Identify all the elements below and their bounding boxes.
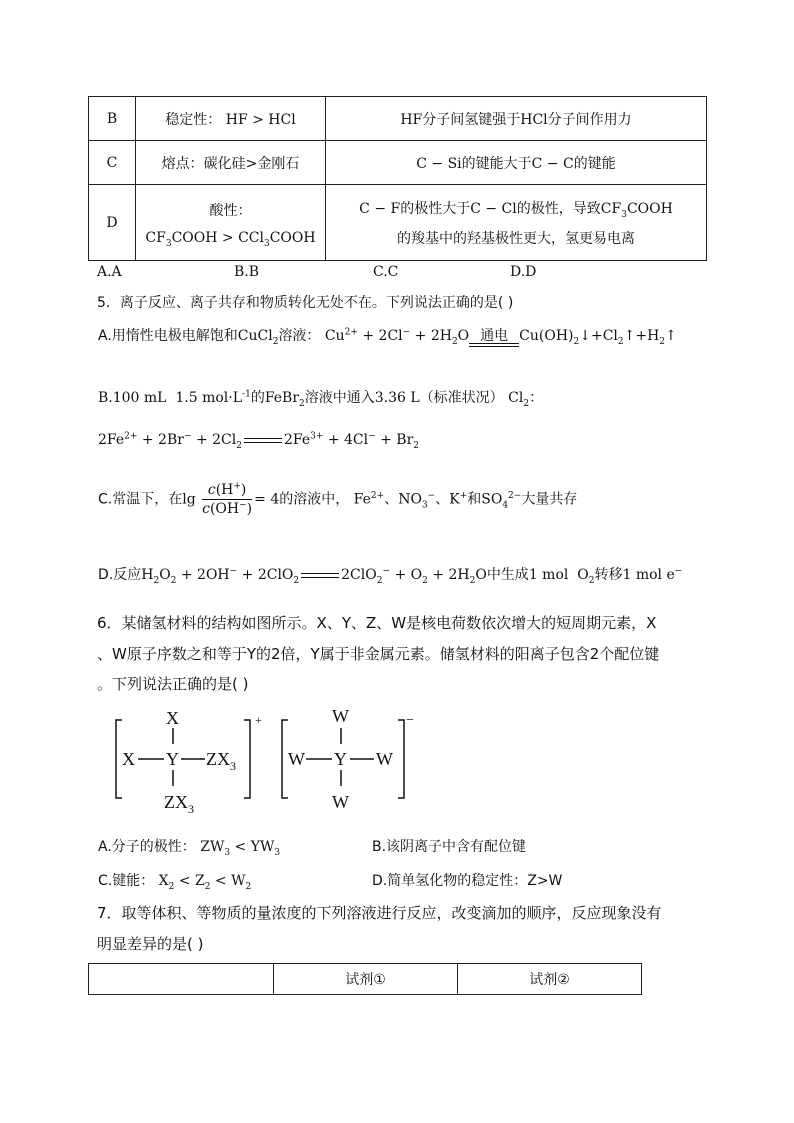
anion-center-atom: Y [334, 749, 347, 769]
structure-diagram [100, 700, 430, 820]
cation-right-bracket [244, 720, 250, 798]
electrolysis-condition: 通电 [469, 325, 519, 347]
q6-option-d: D.简单氢化物的稳定性：Z>W [372, 873, 563, 889]
q6-option-c: C.键能： $X_2 < Z_2 < W_2$ [98, 873, 252, 892]
q4-option-d: D.D [510, 264, 537, 280]
anion-right-bracket [398, 720, 404, 798]
q7-stem-line-1: 7．取等体积、等物质的量浓度的下列溶液进行反应，改变滴加的顺序，反应现象没有 [97, 904, 662, 922]
table-row [89, 97, 707, 141]
cation-center-atom: Y [166, 749, 179, 769]
q6-option-a: A.分子的极性： $ZW_3 < YW_3$ [98, 839, 281, 858]
q7-stem-line-2: 明显差异的是( ) [97, 935, 204, 953]
anion-top-atom: W [332, 706, 349, 726]
cation-right-group: $ZX_3$ [206, 749, 236, 773]
header-reagent-2: 试剂② [458, 964, 642, 995]
cation-bottom-group: $ZX_3$ [164, 792, 194, 816]
row-label: B [89, 97, 136, 141]
property-line-2: $CF_3COOH$ > CCl$_3$COOH [145, 229, 316, 249]
q4-option-a: A.A [97, 264, 122, 280]
cation-left-atom: X [122, 749, 135, 769]
q5-option-b-equation: $2Fe^{2+} + 2Br^- + 2Cl_2$ $2Fe^{3+} + 4Cl^- + Br_2$ [98, 431, 420, 451]
q4-option-b: B.B [234, 264, 260, 280]
q6-stem-line-1: 6．某储氢材料的结构如图所示。X、Y、Z、W是核电荷数依次增大的短周期元素，X [97, 614, 657, 632]
property-cell: 熔点：碳化硅>金刚石 [136, 141, 326, 185]
q6-stem-line-2: 、W原子序数之和等于Y的2倍，Y属于非金属元素。储氢材料的阳离子包含2个配位键 [97, 645, 660, 663]
explanation-cell: C − Si的键能大于C − C的键能 [326, 141, 707, 185]
concentration-ratio: $\frac{c(H^+)}{c(OH^-)}$ [202, 481, 253, 517]
q6-stem-line-3: 。下列说法正确的是( ) [97, 675, 249, 693]
explanation-cell [326, 185, 707, 261]
question-4-table [88, 96, 707, 261]
explanation-cell: HF分子间氢键强于HCl分子间作用力 [326, 97, 707, 141]
q5-option-a: A.用惰性电极电解饱和CuCl$_2$溶液： $Cu^{2+} + 2Cl^- + 2H_2O$ 通电 $Cu(OH)_2↓+Cl_2↑+H_2↑$ [98, 325, 677, 347]
anion-charge: − [406, 713, 414, 728]
explanation-line-2: 的羧基中的羟基极性更大，氢更易电离 [397, 230, 635, 247]
table-header-row [89, 964, 642, 995]
property-line-1: 酸性： [209, 202, 252, 219]
cation-top-atom: X [166, 708, 179, 728]
table-row [89, 185, 707, 261]
header-reagent-1: 试剂① [274, 964, 458, 995]
q4-option-c: C.C [373, 264, 399, 280]
cation-charge: + [255, 713, 262, 727]
anion-bottom-atom: W [332, 792, 349, 812]
anion-left-atom: W [288, 749, 305, 769]
anion-right-atom: W [376, 749, 393, 769]
q6-option-b: B.该阴离子中含有配位键 [372, 839, 527, 855]
table-row [89, 141, 707, 185]
question-7-table [88, 963, 642, 995]
header-cell-empty [89, 964, 274, 995]
explanation-line-1: C − F的极性大于C − Cl的极性，导致$CF_3COOH$ [359, 200, 673, 220]
q5-stem: 5．离子反应、离子共存和物质转化无处不在。下列说法正确的是( ) [97, 295, 514, 311]
row-label: C [89, 141, 136, 185]
q5-option-c: C.常温下，在lg $\frac{c(H^+)}{c(OH^-)}$ = 4的溶液中， $Fe^{2+}$、$NO_3^-$、K+和$SO_4^{2-}$大量共存 [98, 481, 578, 517]
property-cell: 稳定性： HF > HCl [136, 97, 326, 141]
q5-option-d: D.反应$H_2O_2 + 2OH^- + 2ClO_2$ $2ClO_2^- + O_2 + 2H_2O$中生成1 mol $O_2$转移1 mol e− [98, 566, 683, 586]
property-cell [136, 185, 326, 261]
row-label: D [89, 185, 136, 261]
q5-option-b: B.100 mL 1.5 $mol\cdot L^{-1}$的FeBr$_2$溶液中通入3.36 L（标准状况） $Cl_2$： [98, 389, 544, 409]
